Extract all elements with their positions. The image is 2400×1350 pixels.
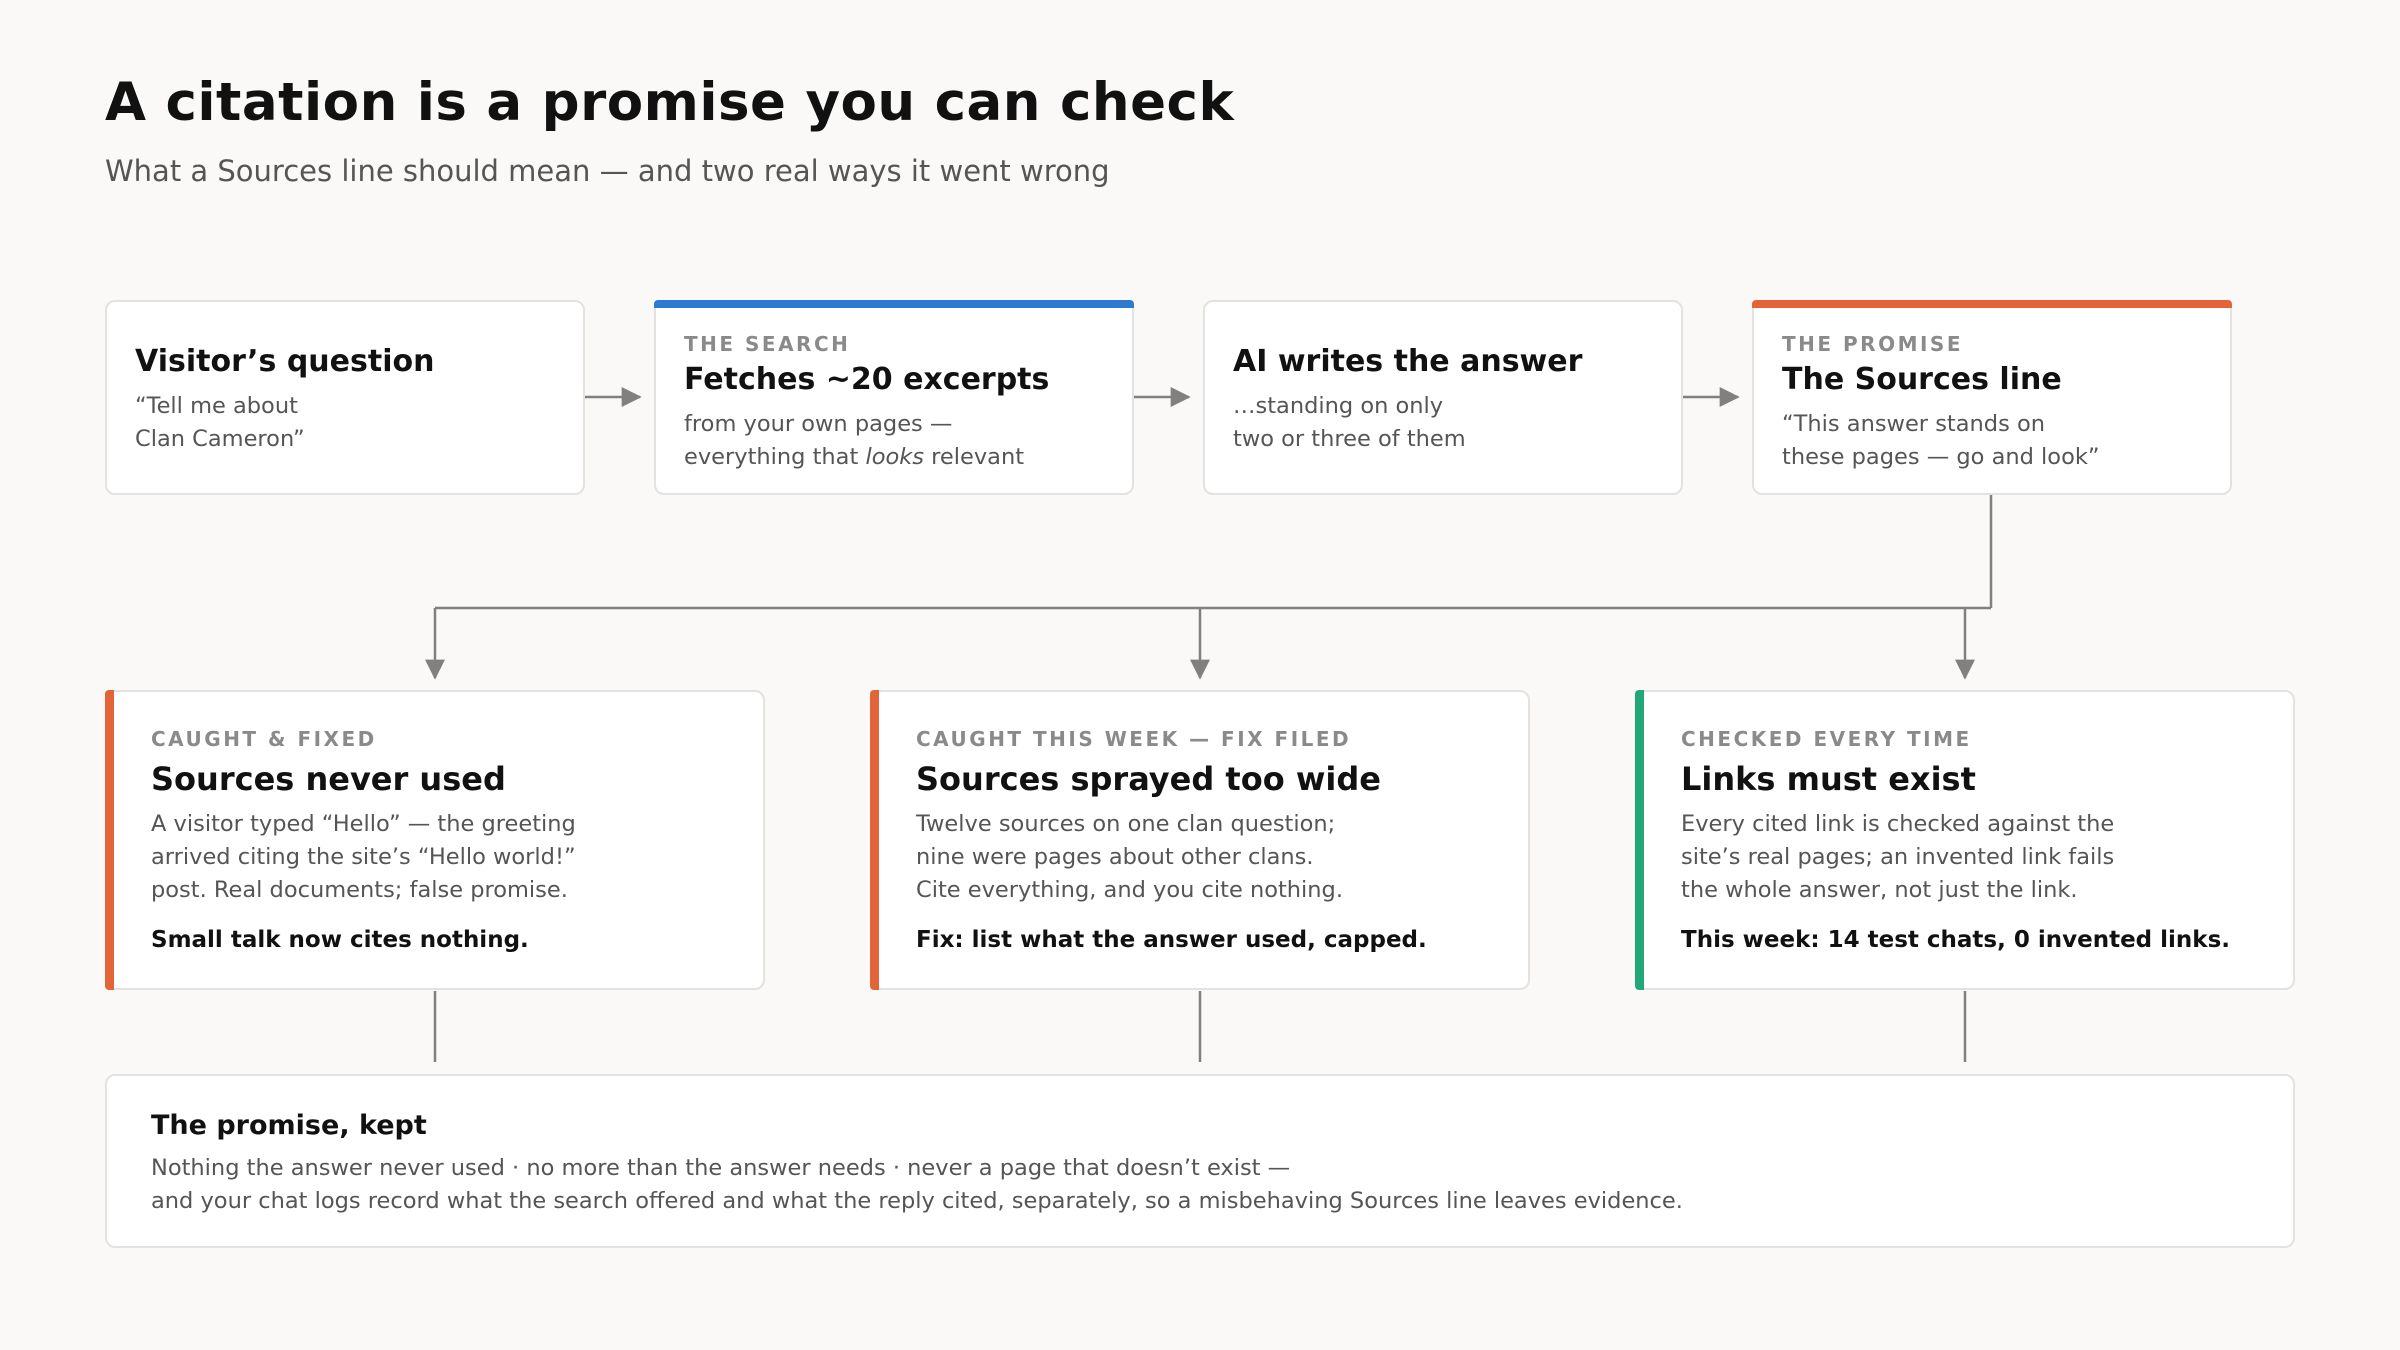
case-line: arrived citing the site’s “Hello world!” bbox=[151, 844, 576, 870]
case-card-sources-sprayed bbox=[870, 690, 1530, 990]
card-text bbox=[684, 408, 1024, 474]
case-title: Links must exist bbox=[1681, 760, 1976, 798]
case-conclusion: Small talk now cites nothing. bbox=[151, 927, 529, 953]
card-visitor-question bbox=[105, 300, 585, 495]
card-title: Visitor’s question bbox=[135, 344, 435, 379]
case-line: A visitor typed “Hello” — the greeting bbox=[151, 811, 576, 837]
card-line: “Tell me about bbox=[135, 393, 298, 419]
card-the-promise bbox=[1752, 300, 2232, 495]
card-eyebrow: THE PROMISE bbox=[1782, 332, 1963, 356]
card-ai-answer bbox=[1203, 300, 1683, 495]
card-line-emphasis: looks bbox=[865, 444, 924, 470]
case-conclusion: Fix: list what the answer used, capped. bbox=[916, 927, 1427, 953]
case-line: site’s real pages; an invented link fails bbox=[1681, 844, 2115, 870]
card-the-search bbox=[654, 300, 1134, 495]
card-line: …standing on only bbox=[1233, 393, 1444, 419]
case-line: Cite everything, and you cite nothing. bbox=[916, 877, 1343, 903]
case-conclusion: This week: 14 test chats, 0 invented links. bbox=[1681, 927, 2231, 953]
case-title: Sources never used bbox=[151, 760, 506, 798]
card-line bbox=[684, 441, 1024, 474]
accent-bar bbox=[870, 690, 879, 990]
card-line: “This answer stands on bbox=[1782, 411, 2045, 437]
card-line-text: everything that bbox=[684, 444, 866, 470]
card-title: The Sources line bbox=[1782, 362, 2062, 397]
card-text bbox=[1233, 390, 1466, 456]
case-text bbox=[151, 808, 576, 907]
case-title: Sources sprayed too wide bbox=[916, 760, 1381, 798]
promise-kept-box bbox=[105, 1074, 2295, 1248]
card-text bbox=[135, 390, 305, 456]
accent-bar bbox=[1635, 690, 1644, 990]
case-text bbox=[1681, 808, 2114, 907]
page-subtitle: What a Sources line should mean — and two real ways it went wrong bbox=[105, 154, 1110, 188]
page-title: A citation is a promise you can check bbox=[105, 72, 1235, 133]
card-title: Fetches ~20 excerpts bbox=[684, 362, 1050, 397]
case-eyebrow: CHECKED EVERY TIME bbox=[1681, 727, 1972, 751]
case-line: the whole answer, not just the link. bbox=[1681, 877, 2078, 903]
case-card-links-must-exist bbox=[1635, 690, 2295, 990]
case-eyebrow: CAUGHT THIS WEEK — FIX FILED bbox=[916, 727, 1352, 751]
case-line: Twelve sources on one clan question; bbox=[916, 811, 1336, 837]
promise-text bbox=[151, 1152, 1683, 1218]
case-line: Every cited link is checked against the bbox=[1681, 811, 2115, 837]
card-text bbox=[1782, 408, 2100, 474]
case-line: nine were pages about other clans. bbox=[916, 844, 1314, 870]
card-line: these pages — go and look” bbox=[1782, 444, 2100, 470]
card-line-text: relevant bbox=[924, 444, 1025, 470]
card-eyebrow: THE SEARCH bbox=[684, 332, 851, 356]
case-text bbox=[916, 808, 1343, 907]
case-line: post. Real documents; false promise. bbox=[151, 877, 568, 903]
card-line: from your own pages — bbox=[684, 411, 953, 437]
case-card-sources-never-used bbox=[105, 690, 765, 990]
card-line: two or three of them bbox=[1233, 426, 1466, 452]
accent-bar bbox=[654, 300, 1134, 308]
promise-line: Nothing the answer never used · no more than the answer needs · never a page that doesn’t exist — bbox=[151, 1155, 1291, 1181]
accent-bar bbox=[105, 690, 114, 990]
promise-title: The promise, kept bbox=[151, 1110, 427, 1141]
case-eyebrow: CAUGHT & FIXED bbox=[151, 727, 377, 751]
accent-bar bbox=[1752, 300, 2232, 308]
card-title: AI writes the answer bbox=[1233, 344, 1583, 379]
promise-line: and your chat logs record what the search offered and what the reply cited, separately, so a misbehaving Sources line leaves evidence. bbox=[151, 1188, 1683, 1214]
card-line: Clan Cameron” bbox=[135, 426, 305, 452]
